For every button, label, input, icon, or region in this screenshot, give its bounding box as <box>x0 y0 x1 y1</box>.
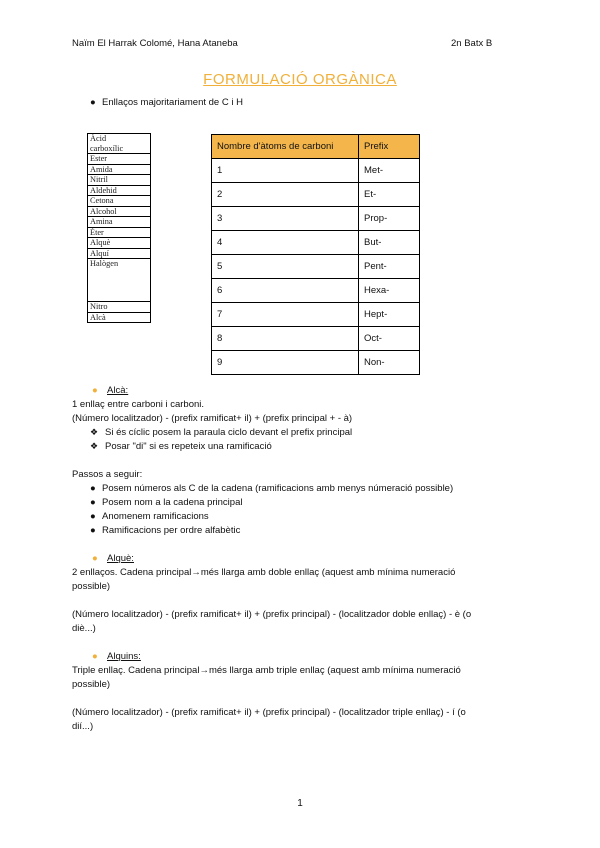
step-item <box>90 497 242 508</box>
alque-line-4: diè...) <box>72 623 96 634</box>
step-text: Ramificacions per ordre alfabètic <box>102 525 241 536</box>
cell-count: 3 <box>212 207 359 231</box>
header-authors: Naïm El Harrak Colomé, Hana Ataneba <box>72 38 238 49</box>
table-row <box>212 207 420 231</box>
alquins-line-4: dií...) <box>72 721 94 732</box>
carbon-prefix-table <box>211 134 420 375</box>
alquins-line-3: (Número localitzador) - (prefix ramificat+ il) + (prefix principal) - (localitzador triple enllaç) - í (o <box>72 707 466 718</box>
group-item: Àcid <box>90 134 107 143</box>
table-row <box>212 231 420 255</box>
alque-line-2: possible) <box>72 581 111 592</box>
intro-text: Enllaços majoritariament de C i H <box>102 97 243 108</box>
cell-count: 5 <box>212 255 359 279</box>
intro-bullet <box>90 97 243 108</box>
group-item: Amina <box>88 217 150 228</box>
diamond-bullet-icon: ❖ <box>90 427 99 437</box>
group-item: Cetona <box>88 196 150 207</box>
sub-text: Si és cíclic posem la paraula ciclo devant el prefix principal <box>105 427 353 438</box>
alque-line-3: (Número localitzador) - (prefix ramificat+ il) + (prefix principal) - (localitzador doble enllaç) - è (o <box>72 609 472 620</box>
alca-sub-2 <box>90 441 272 452</box>
group-item: Alquí <box>88 249 150 260</box>
alquins-line-1: Triple enllaç. Cadena principal→més llarga amb triple enllaç (aquest amb mínima numeració <box>72 665 461 676</box>
steps-heading: Passos a seguir: <box>72 469 143 480</box>
group-item: carboxílic <box>88 144 150 155</box>
section-heading-alca <box>92 385 128 396</box>
step-text: Posem nom a la cadena principal <box>102 497 243 508</box>
table-row <box>212 159 420 183</box>
heading-text: Alcà: <box>107 385 129 396</box>
cell-prefix: Prop- <box>359 207 420 231</box>
step-item <box>90 525 240 536</box>
group-item: Alquè <box>88 238 150 249</box>
group-item: Èter <box>88 228 150 239</box>
bullet-icon: ● <box>90 511 96 522</box>
cell-prefix: Pent- <box>359 255 420 279</box>
column-header: Prefix <box>359 135 420 159</box>
group-item: Nitril <box>88 175 150 186</box>
bullet-icon: ● <box>90 483 96 494</box>
table-row <box>212 255 420 279</box>
step-item <box>90 511 209 522</box>
table-row <box>212 279 420 303</box>
heading-text: Alquins: <box>107 651 141 662</box>
alquins-line-2: possible) <box>72 679 111 690</box>
group-item: Amida <box>88 165 150 176</box>
page-title: FORMULACIÓ ORGÀNICA <box>203 71 397 88</box>
column-header: Nombre d'àtoms de carboni <box>212 135 359 159</box>
table-row <box>212 351 420 375</box>
alca-line-1: 1 enllaç entre carboni i carboni. <box>72 399 205 410</box>
header-class: 2n Batx B <box>451 38 493 49</box>
cell-prefix: Hept- <box>359 303 420 327</box>
table-row <box>212 303 420 327</box>
functional-groups-list <box>87 133 151 323</box>
cell-prefix: Oct- <box>359 327 420 351</box>
cell-count: 2 <box>212 183 359 207</box>
heading-text: Alquè: <box>107 553 134 564</box>
bullet-icon: ● <box>90 497 96 508</box>
alca-line-2: (Número localitzador) - (prefix ramificat+ il) + (prefix principal + - à) <box>72 413 353 424</box>
alque-line-1: 2 enllaços. Cadena principal→més llarga amb doble enllaç (aquest amb mínima numeració <box>72 567 456 578</box>
table-row <box>212 183 420 207</box>
cell-count: 9 <box>212 351 359 375</box>
bullet-icon: ● <box>90 97 96 108</box>
diamond-bullet-icon: ❖ <box>90 441 99 451</box>
cell-count: 8 <box>212 327 359 351</box>
cell-prefix: Non- <box>359 351 420 375</box>
cell-count: 6 <box>212 279 359 303</box>
table-row <box>212 327 420 351</box>
bullet-icon: ● <box>90 525 96 536</box>
cell-prefix: Et- <box>359 183 420 207</box>
step-text: Anomenem ramificacions <box>102 511 209 522</box>
section-heading-alque <box>92 553 134 564</box>
step-text: Posem números als C de la cadena (ramificacions amb menys númeració possible) <box>102 483 454 494</box>
table-header-row <box>212 135 420 159</box>
group-item: Nitro <box>88 302 150 313</box>
group-item: Alcohol <box>88 207 150 218</box>
cell-prefix: Met- <box>359 159 420 183</box>
group-item: Alcà <box>90 312 106 322</box>
group-item: Ester <box>88 154 150 165</box>
group-item: Aldehid <box>88 186 150 197</box>
cell-prefix: Hexa- <box>359 279 420 303</box>
section-heading-alquins <box>92 651 141 662</box>
cell-count: 1 <box>212 159 359 183</box>
bullet-icon: ● <box>92 553 98 564</box>
cell-prefix: But- <box>359 231 420 255</box>
group-item: Halògen <box>88 259 150 302</box>
sub-text: Posar "di" si es repeteix una ramificació <box>105 441 272 452</box>
step-item <box>90 483 453 494</box>
cell-count: 7 <box>212 303 359 327</box>
bullet-icon: ● <box>92 385 98 396</box>
alca-sub-1 <box>90 427 352 438</box>
page-number: 1 <box>297 798 303 809</box>
bullet-icon: ● <box>92 651 98 662</box>
cell-count: 4 <box>212 231 359 255</box>
